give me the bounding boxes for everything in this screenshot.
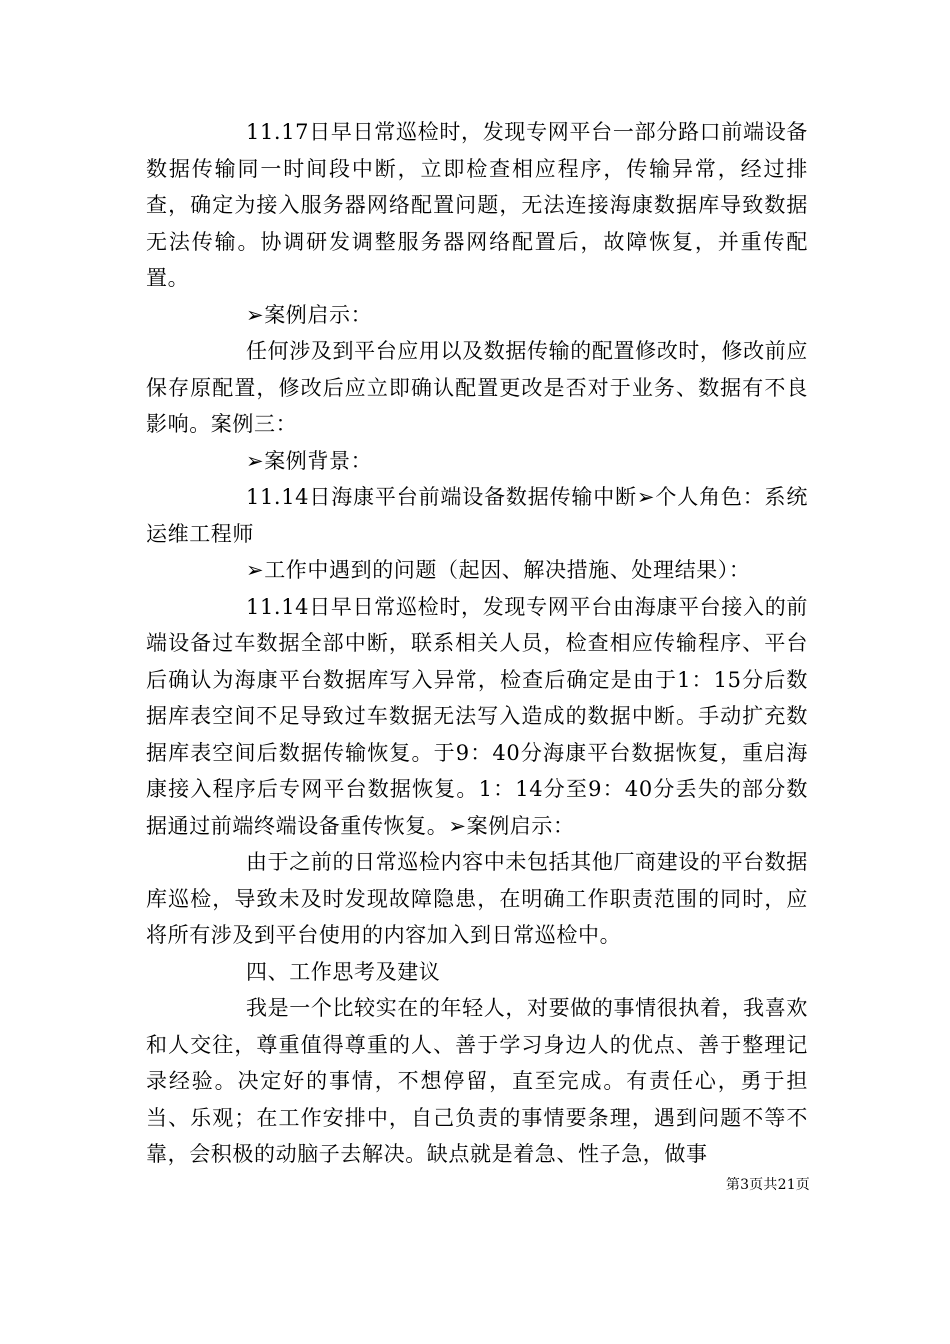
paragraph-insight-inspection: 由于之前的日常巡检内容中未包括其他厂商建设的平台数据库巡检，导致未及时发现故障隐患，在明确工作职责范围的同时，应将所有涉及到平台使用的内容加入到日常巡检中。 bbox=[146, 850, 808, 947]
paragraph-incident-1117: 11.17日早日常巡检时，发现专网平台一部分路口前端设备数据传输同一时间段中断，立即检查相应程序，传输异常，经过排查，确定为接入服务器网络配置问题，无法连接海康数据库导致数据无法传输。协调研发调整服务器网络配置后，故障恢复，并重传配置。 bbox=[146, 120, 808, 290]
paragraph-insight-config: 任何涉及到平台应用以及数据传输的配置修改时，修改前应保存原配置，修改后应立即确认配置更改是否对于业务、数据有不良影响。案例三： bbox=[146, 339, 808, 436]
paragraph-self-assessment: 我是一个比较实在的年轻人，对要做的事情很执着，我喜欢和人交往，尊重值得尊重的人、善于学习身边人的优点、善于整理记录经验。决定好的事情，不想停留，直至完成。有责任心，勇于担当、乐观；在工作安排中，自己负责的事情要条理，遇到问题不等不靠，会积极的动脑子去解决。缺点就是着急、性子急，做事 bbox=[146, 996, 808, 1166]
document-body bbox=[146, 114, 808, 1173]
heading-case-insight: ➢案例启示： bbox=[246, 302, 373, 327]
page-number: 第3页共21页 bbox=[725, 1177, 810, 1193]
heading-section-four: 四、工作思考及建议 bbox=[246, 959, 441, 984]
heading-case-background: ➢案例背景： bbox=[246, 448, 373, 473]
paragraph-incident-1114: 11.14日早日常巡检时，发现专网平台由海康平台接入的前端设备过车数据全部中断，联系相关人员，检查相应传输程序、平台后确认为海康平台数据库写入异常，检查后确定是由于1：15分后数据库表空间不足导致过车数据无法写入造成的数据中断。手动扩充数据库表空间后数据传输恢复。于9：40分海康平台数据恢复，重启海康接入程序后专网平台数据恢复。1：14分至9：40分丢失的部分数据通过前端终端设备重传恢复。➢案例启示： bbox=[146, 594, 808, 838]
paragraph-background-1114: 11.14日海康平台前端设备数据传输中断➢个人角色：系统运维工程师 bbox=[146, 485, 808, 546]
heading-work-problem: ➢工作中遇到的问题（起因、解决措施、处理结果）： bbox=[246, 558, 751, 582]
